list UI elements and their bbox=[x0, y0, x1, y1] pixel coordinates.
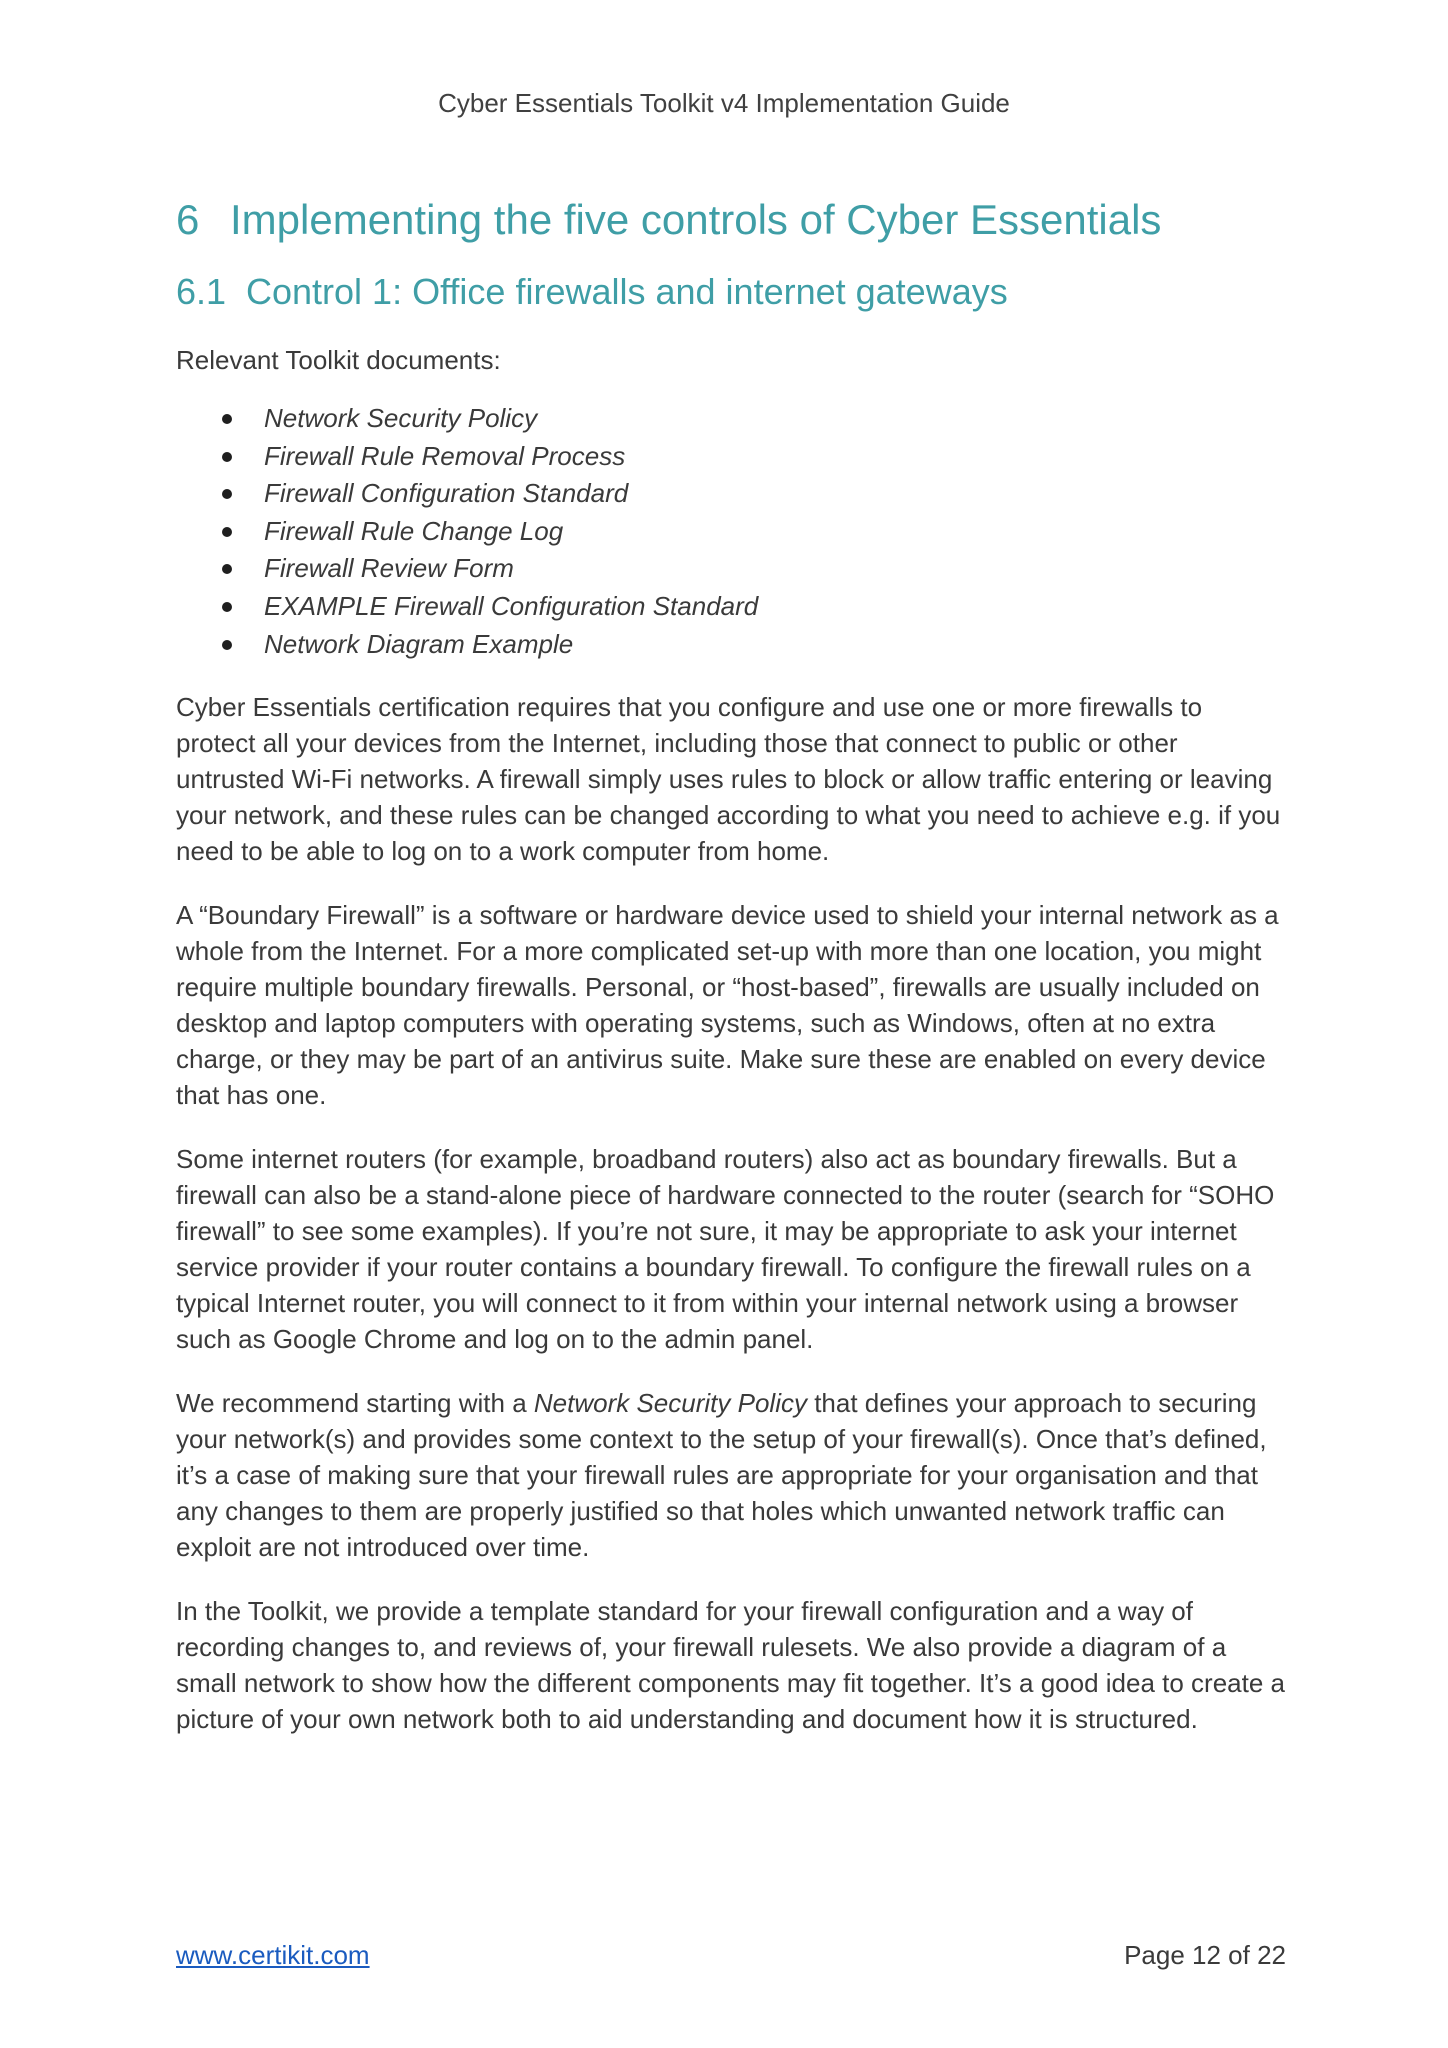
page-content bbox=[176, 190, 1286, 1737]
body-paragraph-4 bbox=[176, 1385, 1286, 1565]
document-list-item: Network Diagram Example bbox=[176, 626, 1286, 664]
section-number: 6 bbox=[176, 196, 200, 243]
p4-emphasis: Network Security Policy bbox=[533, 1388, 807, 1419]
p4-text-before: We recommend starting with a bbox=[176, 1388, 534, 1419]
page-header: Cyber Essentials Toolkit v4 Implementation Guide bbox=[438, 88, 1010, 118]
body-paragraph-5: In the Toolkit, we provide a template standard for your firewall configuration and a way of recording changes to, and reviews of, your firewall rulesets. We also provide a diagram of a small network to show how the different components may fit together. It’s a good idea to create a picture of your own network both to aid understanding and document how it is structured. bbox=[176, 1596, 1285, 1735]
body-paragraph-3: Some internet routers (for example, broadband routers) also act as boundary firewalls. But a firewall can also be a stand-alone piece of hardware connected to the router (search for “SOHO firewall” to see some examples). If you’re not sure, it may be appropriate to ask your internet service provider if your router contains a boundary firewall. To configure the firewall rules on a typical Internet router, you will connect to it from within your internal network using a browser such as Google Chrome and log on to the admin panel. bbox=[176, 1144, 1275, 1355]
document-list-item: Firewall Rule Change Log bbox=[176, 513, 1286, 551]
subsection-heading bbox=[176, 266, 1286, 318]
document-list-item: Firewall Review Form bbox=[176, 550, 1286, 588]
document-list-item: Network Security Policy bbox=[176, 400, 1286, 438]
p4-text-after: that defines your approach to securing your network(s) and provides some context to the setup of your firewall(s). Once that’s defined, it’s a case of making sure that your firewall rules are appropriate for your organisation and that any changes to them are properly justified so that holes which unwanted network traffic can exploit are not introduced over time. bbox=[176, 1388, 1267, 1563]
body-paragraph-2: A “Boundary Firewall” is a software or hardware device used to shield your internal network as a whole from the Internet. For a more complicated set-up with more than one location, you might require multiple boundary firewalls. Personal, or “host-based”, firewalls are usually included on desktop and laptop computers with operating systems, such as Windows, often at no extra charge, or they may be part of an antivirus suite. Make sure these are enabled on every device that has one. bbox=[176, 900, 1279, 1111]
document-list-item: Firewall Rule Removal Process bbox=[176, 438, 1286, 476]
subsection-title: Control 1: Office firewalls and internet gateways bbox=[246, 271, 1008, 312]
document-list bbox=[176, 400, 1286, 663]
section-heading bbox=[176, 190, 1286, 250]
intro-text: Relevant Toolkit documents: bbox=[176, 345, 501, 375]
body-paragraph-1: Cyber Essentials certification requires that you configure and use one or more firewalls to protect all your devices from the Internet, including those that connect to public or other untrusted Wi-Fi networks. A firewall simply uses rules to block or allow traffic entering or leaving your network, and these rules can be changed according to what you need to achieve e.g. if you need to be able to log on to a work computer from home. bbox=[176, 692, 1281, 867]
section-title: Implementing the five controls of Cyber Essentials bbox=[230, 196, 1162, 243]
document-list-item: Firewall Configuration Standard bbox=[176, 475, 1286, 513]
document-list-item: EXAMPLE Firewall Configuration Standard bbox=[176, 588, 1286, 626]
footer-page-number: Page 12 of 22 bbox=[1124, 1940, 1286, 1970]
subsection-number: 6.1 bbox=[176, 271, 227, 312]
footer-website-link[interactable]: www.certikit.com bbox=[176, 1940, 370, 1970]
